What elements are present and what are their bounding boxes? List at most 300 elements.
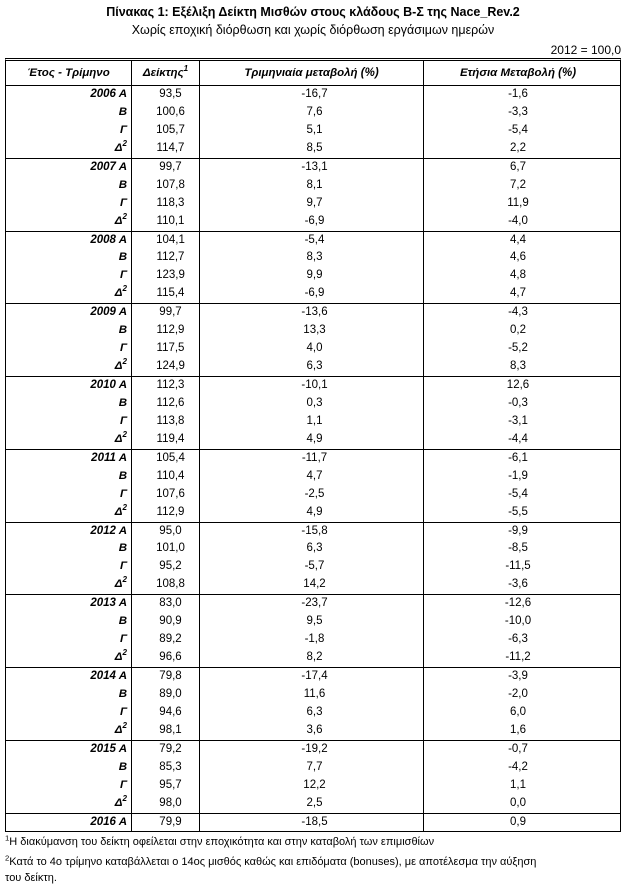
quarterly-change-value: 6,3 [200, 540, 424, 558]
annual-change-value: 0,2 [510, 324, 526, 337]
annual-change-value: 7,2 [510, 178, 526, 191]
table-row [6, 558, 620, 576]
annual-change-value: -3,6 [508, 578, 528, 591]
table-row [6, 304, 620, 322]
table-row [6, 450, 620, 468]
quarter-label: Β [118, 469, 127, 482]
footnote-marker: 1 [5, 833, 10, 843]
annual-change-value: -1,6 [508, 88, 528, 100]
annual-change-value: 0,9 [510, 815, 526, 828]
period-cell [6, 249, 132, 267]
period-cell [6, 649, 132, 667]
quarter-label: Β [118, 687, 127, 700]
period-cell [6, 267, 132, 285]
quarter-label: Β [118, 324, 127, 337]
quarterly-change-value: 3,6 [200, 722, 424, 740]
period-cell [6, 395, 132, 413]
quarter-label: Γ [119, 560, 127, 573]
year-label: 2015 [90, 742, 116, 755]
quarter-label: Β [118, 396, 127, 409]
quarter-label: Δ [114, 287, 123, 300]
annual-change-value: 1,1 [510, 778, 526, 791]
footnote-marker: 2 [122, 285, 127, 294]
index-value: 108,8 [132, 576, 200, 594]
index-value: 98,1 [132, 722, 200, 740]
year-group [6, 741, 620, 814]
annual-change-value: 1,6 [510, 723, 526, 736]
period-cell [6, 285, 132, 303]
quarterly-change-value: -18,5 [200, 814, 424, 832]
annual-change-value: -0,3 [508, 396, 528, 409]
quarter-label: Α [118, 742, 127, 755]
quarterly-change-value: -13,6 [200, 304, 424, 322]
annual-change-value: 4,8 [510, 269, 526, 282]
annual-change-value: -4,4 [508, 432, 528, 445]
footnote-text: Κατά το 4ο τρίμηνο καταβάλλεται ο 14ος μισθός καθώς και επιδόματα (bonuses), με αποτέλεσμα την αύξηση [9, 856, 537, 868]
annual-change-value: -12,6 [504, 597, 532, 610]
annual-change-value: -8,5 [508, 542, 528, 555]
year-group [6, 450, 620, 523]
base-year-note: 2012 = 100,0 [550, 43, 621, 57]
annual-change-value: -0,7 [508, 742, 528, 755]
table-row [6, 814, 620, 832]
period-cell [6, 595, 132, 613]
quarterly-change-value: -6,9 [200, 213, 424, 231]
index-value: 113,8 [132, 413, 200, 431]
annual-change-value: -2,0 [508, 687, 528, 700]
quarter-label: Δ [114, 578, 123, 591]
period-cell [6, 668, 132, 686]
footnote-marker: 2 [122, 649, 127, 658]
quarter-label: Δ [114, 505, 123, 518]
header-index [132, 61, 200, 85]
table-row [6, 177, 620, 195]
year-group [6, 668, 620, 741]
table-row [6, 86, 620, 104]
table-row [6, 232, 620, 250]
footnote-marker: 2 [122, 794, 127, 803]
index-value: 89,0 [132, 686, 200, 704]
quarter-label: Δ [114, 141, 123, 154]
annual-change-value: 4,6 [510, 251, 526, 264]
index-value: 100,6 [132, 104, 200, 122]
annual-change-value: -6,3 [508, 633, 528, 646]
period-cell [6, 377, 132, 395]
period-cell [6, 468, 132, 486]
quarterly-change-value: 4,7 [200, 468, 424, 486]
year-label: 2008 [90, 233, 116, 246]
footnote-line [5, 854, 536, 870]
quarter-label: Δ [114, 723, 123, 736]
period-cell [6, 523, 132, 541]
table-row [6, 613, 620, 631]
period-cell [6, 759, 132, 777]
annual-change-value: 12,6 [506, 379, 530, 391]
quarterly-change-value: -23,7 [200, 595, 424, 613]
table-row [6, 777, 620, 795]
annual-change-value: -5,5 [508, 505, 528, 518]
quarter-label: Α [118, 815, 127, 828]
year-label: 2009 [90, 306, 116, 319]
table-row [6, 523, 620, 541]
table-row [6, 159, 620, 177]
period-cell [6, 540, 132, 558]
index-value: 107,6 [132, 486, 200, 504]
table-row [6, 195, 620, 213]
footnote-text: του δείκτη. [5, 872, 57, 884]
quarter-label: Δ [114, 796, 123, 809]
quarterly-change-value: 9,5 [200, 613, 424, 631]
quarterly-change-value: 7,6 [200, 104, 424, 122]
table-subtitle: Χωρίς εποχική διόρθωση και χωρίς διόρθωση εργάσιμων ημερών [131, 23, 495, 37]
annual-change-value: 0,0 [510, 796, 526, 809]
year-group [6, 814, 620, 833]
table-row [6, 795, 620, 813]
quarterly-change-value: -1,8 [200, 631, 424, 649]
year-label: 2013 [90, 597, 116, 610]
table-row [6, 249, 620, 267]
year-group [6, 595, 620, 668]
index-value: 124,9 [132, 358, 200, 376]
annual-change-value: 8,3 [510, 360, 526, 373]
year-label: 2014 [90, 670, 116, 682]
footnote-marker: 2 [122, 430, 127, 439]
period-cell [6, 741, 132, 759]
period-cell [6, 576, 132, 594]
period-cell [6, 340, 132, 358]
quarterly-change-value: 9,7 [200, 195, 424, 213]
index-value: 95,0 [132, 523, 200, 541]
table-header-row [6, 61, 620, 86]
table-title: Πίνακας 1: Εξέλιξη Δείκτη Μισθών στους κλάδους Β-Σ της Nace_Rev.2 [106, 5, 520, 19]
index-value: 110,1 [132, 213, 200, 231]
quarter-label: Δ [114, 432, 123, 445]
annual-change-value: -3,9 [508, 670, 528, 682]
year-group [6, 523, 620, 596]
table-row [6, 468, 620, 486]
quarter-label: Γ [119, 342, 127, 355]
index-value: 117,5 [132, 340, 200, 358]
annual-change-value: -3,1 [508, 414, 528, 427]
footnote-line [5, 834, 434, 850]
annual-change-value: -4,0 [508, 214, 528, 227]
header-quarterly-change-label: Τριμηνιαία μεταβολή (%) [244, 67, 379, 79]
quarter-label: Α [118, 451, 127, 464]
quarterly-change-value: 5,1 [200, 122, 424, 140]
year-label: 2012 [90, 524, 116, 537]
quarterly-change-value: -16,7 [200, 86, 424, 104]
table-row [6, 540, 620, 558]
footnote-marker: 2 [122, 503, 127, 512]
index-value: 98,0 [132, 795, 200, 813]
year-group [6, 377, 620, 450]
period-cell [6, 486, 132, 504]
table-row [6, 686, 620, 704]
table-row [6, 122, 620, 140]
table-row [6, 759, 620, 777]
index-value: 94,6 [132, 704, 200, 722]
footnote-marker: 2 [122, 139, 127, 148]
quarterly-change-value: 8,5 [200, 140, 424, 158]
header-index-label: Δείκτης [142, 67, 184, 79]
table-row [6, 649, 620, 667]
quarterly-change-value: 4,9 [200, 504, 424, 522]
annual-change-value: -5,4 [508, 487, 528, 500]
annual-change-value: -11,5 [505, 560, 531, 573]
year-label: 2007 [90, 160, 116, 173]
quarter-label: Γ [119, 123, 127, 136]
quarterly-change-value: 7,7 [200, 759, 424, 777]
quarter-label: Β [118, 251, 127, 264]
index-value: 101,0 [132, 540, 200, 558]
quarterly-change-value: 4,0 [200, 340, 424, 358]
index-value: 79,8 [132, 668, 200, 686]
year-label: 2006 [90, 88, 116, 100]
period-cell [6, 558, 132, 576]
period-cell [6, 232, 132, 250]
period-cell [6, 177, 132, 195]
index-value: 95,7 [132, 777, 200, 795]
table-row [6, 322, 620, 340]
quarter-label: Α [118, 88, 127, 100]
quarter-label: Β [118, 760, 127, 773]
footnote-marker: 2 [122, 358, 127, 367]
period-cell [6, 504, 132, 522]
quarterly-change-value: 13,3 [200, 322, 424, 340]
index-value: 112,7 [132, 249, 200, 267]
index-value: 85,3 [132, 759, 200, 777]
quarterly-change-value: -2,5 [200, 486, 424, 504]
table-row [6, 413, 620, 431]
quarterly-change-value: 6,3 [200, 358, 424, 376]
table-row [6, 741, 620, 759]
period-cell [6, 122, 132, 140]
index-value: 104,1 [132, 232, 200, 250]
quarterly-change-value: 11,6 [200, 686, 424, 704]
quarterly-change-value: 8,3 [200, 249, 424, 267]
header-period-label: Έτος - Τρίμηνο [27, 67, 110, 79]
index-value: 105,4 [132, 450, 200, 468]
footnote-marker: 2 [122, 721, 127, 730]
quarterly-change-value: -6,9 [200, 285, 424, 303]
index-value: 79,2 [132, 741, 200, 759]
annual-change-value: -5,2 [508, 342, 528, 355]
index-value: 112,9 [132, 322, 200, 340]
index-value: 112,9 [132, 504, 200, 522]
index-value: 99,7 [132, 304, 200, 322]
table-row [6, 504, 620, 522]
year-group [6, 304, 620, 377]
quarter-label: Α [118, 670, 127, 682]
table-row [6, 285, 620, 303]
annual-change-value: 6,7 [510, 160, 526, 173]
period-cell [6, 213, 132, 231]
period-cell [6, 450, 132, 468]
index-value: 83,0 [132, 595, 200, 613]
index-value: 90,9 [132, 613, 200, 631]
table-row [6, 267, 620, 285]
footnote-marker: 1 [183, 64, 189, 74]
table-body [6, 86, 620, 832]
quarter-label: Β [118, 178, 127, 191]
table-row [6, 358, 620, 376]
table-row [6, 340, 620, 358]
index-value: 79,9 [132, 814, 200, 832]
period-cell [6, 413, 132, 431]
quarterly-change-value: 4,9 [200, 431, 424, 449]
annual-change-value: 11,9 [507, 196, 529, 209]
period-cell [6, 304, 132, 322]
quarter-label: Α [118, 233, 127, 246]
quarter-label: Δ [114, 360, 123, 373]
period-cell [6, 722, 132, 740]
year-label: 2010 [90, 379, 116, 391]
quarterly-change-value: -17,4 [200, 668, 424, 686]
table-row [6, 722, 620, 740]
period-cell [6, 795, 132, 813]
index-value: 110,4 [132, 468, 200, 486]
quarter-label: Β [118, 542, 127, 555]
index-value: 119,4 [132, 431, 200, 449]
footnote-line [5, 870, 536, 886]
footnote-marker: 2 [5, 853, 10, 863]
table-row [6, 631, 620, 649]
period-cell [6, 159, 132, 177]
year-group [6, 232, 620, 305]
table-row [6, 395, 620, 413]
quarterly-change-value: 8,1 [200, 177, 424, 195]
annual-change-value: -6,1 [508, 451, 528, 464]
quarter-label: Β [118, 105, 127, 118]
year-label: 2016 [90, 815, 116, 828]
quarterly-change-value: -11,7 [200, 450, 424, 468]
quarterly-change-value: 14,2 [200, 576, 424, 594]
header-quarterly-change [200, 61, 424, 85]
quarterly-change-value: 12,2 [200, 777, 424, 795]
period-cell [6, 195, 132, 213]
quarter-label: Α [118, 597, 127, 610]
quarterly-change-value: 1,1 [200, 413, 424, 431]
period-cell [6, 631, 132, 649]
year-group [6, 159, 620, 232]
annual-change-value: -3,3 [508, 105, 528, 118]
annual-change-value: 2,2 [510, 141, 526, 154]
quarterly-change-value: -5,7 [200, 558, 424, 576]
quarter-label: Γ [119, 414, 127, 427]
index-value: 95,2 [132, 558, 200, 576]
quarterly-change-value: -5,4 [200, 232, 424, 250]
period-cell [6, 358, 132, 376]
period-cell [6, 140, 132, 158]
index-value: 114,7 [132, 140, 200, 158]
quarterly-change-value: -15,8 [200, 523, 424, 541]
period-cell [6, 86, 132, 104]
quarterly-change-value: 9,9 [200, 267, 424, 285]
quarter-label: Α [118, 524, 127, 537]
quarterly-change-value: 0,3 [200, 395, 424, 413]
index-value: 123,9 [132, 267, 200, 285]
quarter-label: Γ [119, 705, 127, 718]
quarter-label: Γ [119, 487, 127, 500]
annual-change-value: -9,9 [508, 524, 528, 537]
footnote-1 [5, 834, 434, 850]
year-label: 2011 [91, 451, 116, 464]
table-row [6, 486, 620, 504]
quarter-label: Α [118, 379, 127, 391]
table-row [6, 213, 620, 231]
footnote-marker: 2 [122, 212, 127, 221]
period-cell [6, 704, 132, 722]
annual-change-value: -1,9 [508, 469, 528, 482]
period-cell [6, 613, 132, 631]
index-value: 112,6 [132, 395, 200, 413]
footnote-text: Η διακύμανση του δείκτη οφείλεται στην εποχικότητα και στην καταβολή των επιμισθίων [9, 836, 435, 848]
table-row [6, 595, 620, 613]
index-value: 105,7 [132, 122, 200, 140]
index-value: 115,4 [132, 285, 200, 303]
footnote-marker: 2 [122, 576, 127, 585]
annual-change-value: 6,0 [510, 705, 526, 718]
table-row [6, 576, 620, 594]
quarterly-change-value: -19,2 [200, 741, 424, 759]
index-value: 89,2 [132, 631, 200, 649]
wage-index-table [5, 58, 621, 832]
table-row [6, 704, 620, 722]
table-row [6, 104, 620, 122]
header-annual-change [424, 61, 620, 85]
quarterly-change-value: 6,3 [200, 704, 424, 722]
quarter-label: Δ [114, 651, 123, 664]
footnote-2 [5, 854, 536, 886]
quarter-label: Γ [119, 269, 127, 282]
table-row [6, 668, 620, 686]
period-cell [6, 777, 132, 795]
index-value: 118,3 [132, 195, 200, 213]
period-cell [6, 431, 132, 449]
header-period [6, 61, 132, 85]
annual-change-value: -10,0 [504, 615, 532, 628]
index-value: 107,8 [132, 177, 200, 195]
annual-change-value: 4,4 [510, 233, 526, 246]
table-row [6, 431, 620, 449]
period-cell [6, 322, 132, 340]
annual-change-value: -11,2 [505, 651, 531, 664]
quarter-label: Α [118, 160, 127, 173]
year-group [6, 86, 620, 159]
quarter-label: Γ [119, 196, 127, 209]
quarter-label: Γ [119, 633, 127, 646]
quarterly-change-value: -10,1 [200, 377, 424, 395]
table-row [6, 140, 620, 158]
table-row [6, 377, 620, 395]
quarterly-change-value: 8,2 [200, 649, 424, 667]
index-value: 93,5 [132, 86, 200, 104]
annual-change-value: -4,2 [508, 760, 528, 773]
quarter-label: Α [118, 306, 127, 319]
quarterly-change-value: 2,5 [200, 795, 424, 813]
index-value: 99,7 [132, 159, 200, 177]
period-cell [6, 686, 132, 704]
annual-change-value: -4,3 [508, 306, 528, 319]
quarter-label: Β [118, 615, 127, 628]
period-cell [6, 104, 132, 122]
quarter-label: Δ [114, 214, 123, 227]
quarterly-change-value: -13,1 [200, 159, 424, 177]
period-cell [6, 814, 132, 832]
index-value: 96,6 [132, 649, 200, 667]
index-value: 112,3 [132, 377, 200, 395]
quarter-label: Γ [119, 778, 127, 791]
